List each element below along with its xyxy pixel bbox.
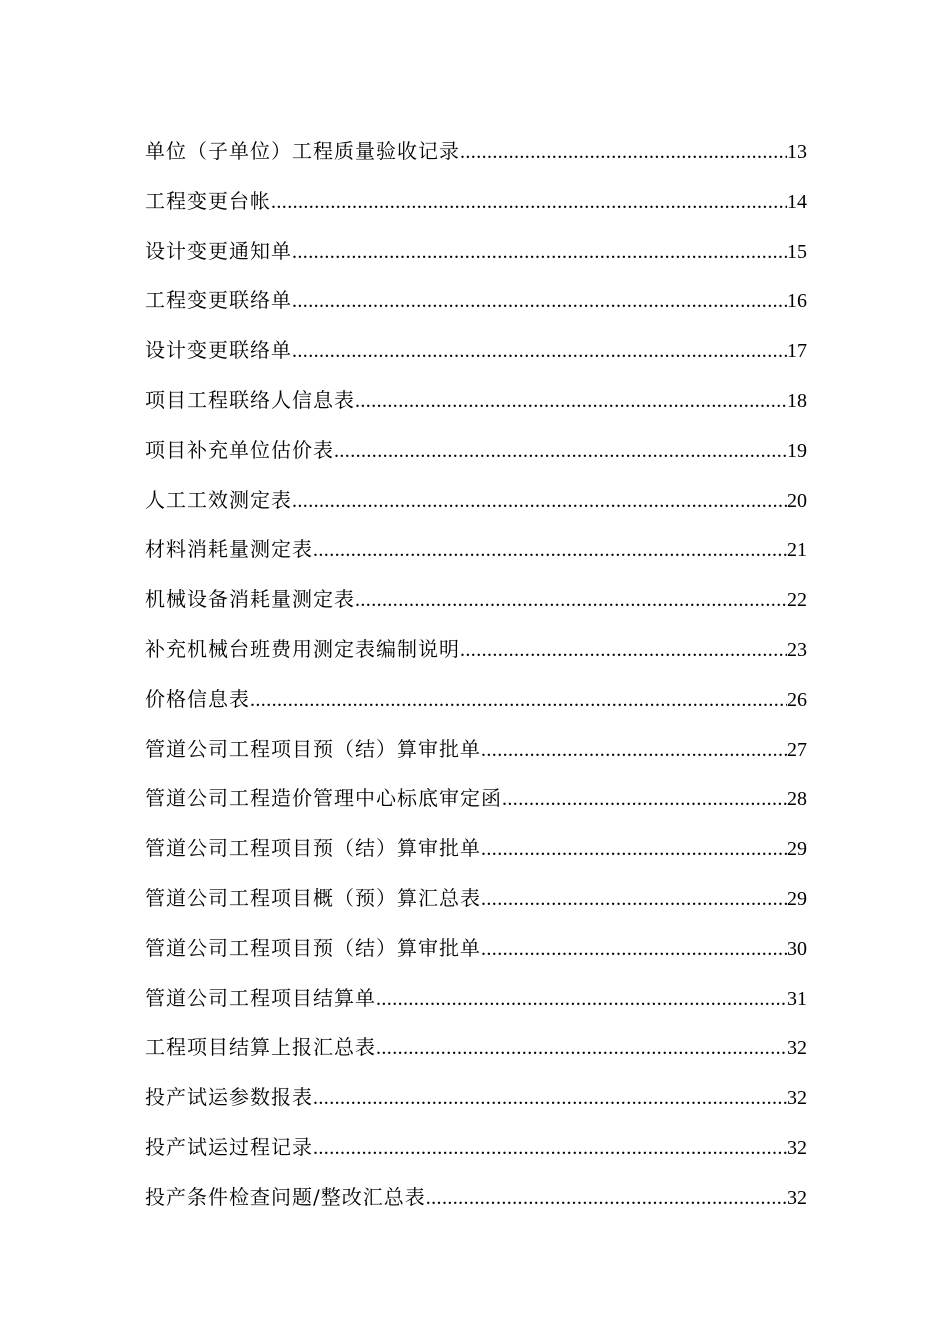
toc-entry[interactable]	[145, 725, 807, 775]
toc-entry-title[interactable]: 工程变更台帐	[145, 188, 271, 213]
toc-entry-page-number: 27	[787, 738, 807, 761]
toc-entry-page-number: 23	[787, 638, 807, 661]
toc-dot-leader	[460, 626, 787, 676]
toc-entry-page-number: 29	[787, 887, 807, 910]
toc-entry-title[interactable]: 投产试运参数报表	[145, 1085, 313, 1110]
toc-entry-page-number: 17	[787, 340, 807, 363]
toc-entry-page-number: 18	[787, 389, 807, 412]
toc-entry-title[interactable]: 投产试运过程记录	[145, 1134, 313, 1159]
toc-entry-page-number: 32	[787, 1087, 807, 1110]
toc-dot-leader	[250, 676, 787, 726]
toc-dot-leader	[481, 925, 787, 975]
toc-entry-page-number: 20	[787, 489, 807, 512]
toc-entry[interactable]	[145, 575, 807, 625]
toc-entry-title[interactable]: 投产条件检查问题/整改汇总表	[145, 1184, 426, 1209]
toc-entry-title[interactable]: 管道公司工程项目预（结）算审批单	[145, 736, 481, 761]
toc-dot-leader	[355, 576, 787, 626]
toc-entry-page-number: 29	[787, 838, 807, 861]
toc-dot-leader	[481, 875, 787, 925]
toc-entry-title[interactable]: 材料消耗量测定表	[145, 537, 313, 562]
toc-dot-leader	[271, 178, 787, 228]
toc-dot-leader	[292, 327, 787, 377]
toc-dot-leader	[376, 975, 787, 1025]
toc-dot-leader	[313, 1074, 787, 1124]
toc-entry-title[interactable]: 管道公司工程项目结算单	[145, 985, 376, 1010]
toc-entry[interactable]	[145, 276, 807, 326]
toc-dot-leader	[313, 1124, 787, 1174]
toc-dot-leader	[292, 477, 787, 527]
toc-entry-page-number: 32	[787, 1136, 807, 1159]
toc-dot-leader	[481, 726, 787, 776]
toc-entry[interactable]	[145, 525, 807, 575]
toc-entry-page-number: 22	[787, 589, 807, 612]
toc-dot-leader	[426, 1174, 787, 1224]
toc-entry[interactable]	[145, 376, 807, 426]
toc-dot-leader	[376, 1024, 787, 1074]
toc-entry-title[interactable]: 管道公司工程造价管理中心标底审定函	[145, 786, 502, 811]
toc-entry-title[interactable]: 工程变更联络单	[145, 288, 292, 313]
toc-entry[interactable]	[145, 476, 807, 526]
toc-entry-title[interactable]: 人工工效测定表	[145, 487, 292, 512]
toc-entry[interactable]	[145, 625, 807, 675]
toc-entry-title[interactable]: 设计变更联络单	[145, 338, 292, 363]
toc-entry[interactable]	[145, 227, 807, 277]
toc-entry-page-number: 28	[787, 788, 807, 811]
toc-entry-title[interactable]: 管道公司工程项目预（结）算审批单	[145, 935, 481, 960]
toc-dot-leader	[313, 526, 787, 576]
toc-entry-title[interactable]: 设计变更通知单	[145, 238, 292, 263]
toc-entry-title[interactable]: 项目补充单位估价表	[145, 437, 334, 462]
toc-entry-page-number: 19	[787, 439, 807, 462]
toc-entry[interactable]	[145, 1073, 807, 1123]
toc-entry-title[interactable]: 补充机械台班费用测定表编制说明	[145, 636, 460, 661]
toc-dot-leader	[334, 427, 787, 477]
toc-entry-page-number: 14	[787, 190, 807, 213]
toc-entry-page-number: 31	[787, 987, 807, 1010]
toc-entry-title[interactable]: 工程项目结算上报汇总表	[145, 1035, 376, 1060]
toc-entry-title[interactable]: 价格信息表	[145, 686, 250, 711]
toc-entry[interactable]	[145, 974, 807, 1024]
toc-entry[interactable]	[145, 326, 807, 376]
toc-dot-leader	[481, 825, 787, 875]
toc-entry-title[interactable]: 管道公司工程项目概（预）算汇总表	[145, 885, 481, 910]
toc-entry[interactable]	[145, 127, 807, 177]
toc-entry-page-number: 16	[787, 290, 807, 313]
toc-entry-title[interactable]: 机械设备消耗量测定表	[145, 587, 355, 612]
toc-entry[interactable]	[145, 426, 807, 476]
toc-entry[interactable]	[145, 824, 807, 874]
table-of-contents	[145, 127, 807, 1223]
toc-entry[interactable]	[145, 1123, 807, 1173]
toc-entry[interactable]	[145, 924, 807, 974]
toc-entry-page-number: 21	[787, 539, 807, 562]
toc-entry-page-number: 26	[787, 688, 807, 711]
toc-entry-page-number: 32	[787, 1037, 807, 1060]
toc-entry-page-number: 13	[787, 141, 807, 163]
toc-dot-leader	[355, 377, 787, 427]
toc-dot-leader	[502, 775, 787, 825]
toc-entry-title[interactable]: 单位（子单位）工程质量验收记录	[145, 139, 460, 163]
toc-entry-title[interactable]: 管道公司工程项目预（结）算审批单	[145, 836, 481, 861]
toc-entry[interactable]	[145, 874, 807, 924]
toc-entry-page-number: 15	[787, 240, 807, 263]
toc-dot-leader	[292, 277, 787, 327]
toc-entry[interactable]	[145, 1023, 807, 1073]
toc-dot-leader	[460, 128, 787, 178]
toc-entry[interactable]	[145, 177, 807, 227]
toc-entry-page-number: 30	[787, 937, 807, 960]
toc-entry[interactable]	[145, 1173, 807, 1223]
toc-entry[interactable]	[145, 774, 807, 824]
toc-entry-page-number: 32	[787, 1186, 807, 1209]
toc-entry-title[interactable]: 项目工程联络人信息表	[145, 387, 355, 412]
toc-entry[interactable]	[145, 675, 807, 725]
toc-dot-leader	[292, 228, 787, 278]
